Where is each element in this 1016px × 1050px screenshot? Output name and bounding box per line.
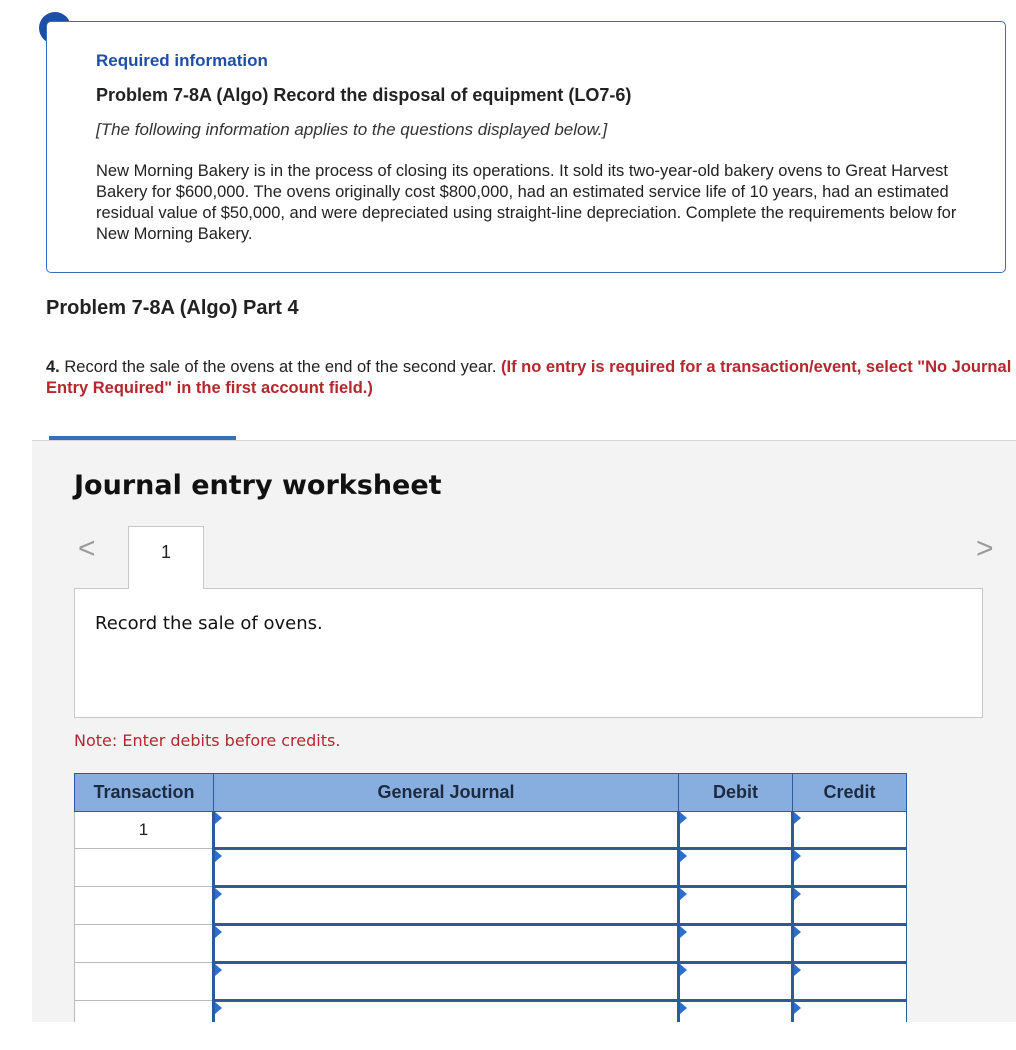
transaction-cell (75, 925, 214, 963)
question-instruction: (If no entry is required for a transaction/event, select "No Journal Entry Required" in the first account field.) (46, 358, 1012, 397)
question-body: Record the sale of the ovens at the end of the second year. (64, 358, 497, 376)
info-note: [The following information applies to the questions displayed below.] (96, 120, 608, 139)
debits-note: Note: Enter debits before credits. (74, 731, 341, 750)
table-row (75, 963, 907, 1001)
credit-field[interactable] (793, 849, 907, 887)
question-number: 4. (46, 358, 60, 376)
debit-field[interactable] (679, 812, 793, 849)
header-transaction: Transaction (75, 774, 214, 812)
credit-field[interactable] (793, 925, 907, 963)
header-general-journal: General Journal (214, 774, 679, 812)
debit-field[interactable] (679, 925, 793, 963)
page-bottom (0, 1022, 1016, 1050)
account-field[interactable] (214, 887, 679, 925)
problem-heading: Problem 7-8A (Algo) Record the disposal of equipment (LO7-6) (96, 85, 632, 105)
transaction-cell (75, 963, 214, 1001)
transaction-cell (75, 887, 214, 925)
next-arrow-icon[interactable]: > (976, 532, 994, 565)
credit-field[interactable] (793, 812, 907, 849)
header-credit: Credit (793, 774, 907, 812)
table-row (75, 925, 907, 963)
account-field[interactable] (214, 812, 679, 849)
part-title: Problem 7-8A (Algo) Part 4 (46, 297, 299, 319)
worksheet-tab-1[interactable]: 1 (128, 526, 204, 589)
worksheet-description-box (74, 588, 983, 718)
account-field[interactable] (214, 963, 679, 1001)
debit-field[interactable] (679, 849, 793, 887)
debit-field[interactable] (679, 963, 793, 1001)
credit-field[interactable] (793, 887, 907, 925)
question-text (46, 357, 1016, 399)
debit-field[interactable] (679, 887, 793, 925)
transaction-cell: 1 (75, 812, 214, 849)
required-information-title: Required information (96, 51, 268, 70)
worksheet-title: Journal entry worksheet (74, 470, 442, 501)
table-row (75, 849, 907, 887)
header-debit: Debit (679, 774, 793, 812)
account-field[interactable] (214, 925, 679, 963)
transaction-cell (75, 849, 214, 887)
journal-table (74, 773, 907, 1040)
credit-field[interactable] (793, 963, 907, 1001)
account-field[interactable] (214, 849, 679, 887)
table-row (75, 812, 907, 849)
worksheet-description: Record the sale of ovens. (95, 613, 323, 634)
previous-arrow-icon[interactable]: < (78, 532, 96, 565)
problem-description: New Morning Bakery is in the process of closing its operations. It sold its two-year-old bakery ovens to Great Harvest Bakery for $600,000. The ovens originally cost $800,000, had an estimated service life of 10 years, had an estimated residual value of $50,000, and were depreciated using straight-line depreciation. Complete the requirements below for New Morning Bakery. (96, 162, 957, 243)
table-row (75, 887, 907, 925)
